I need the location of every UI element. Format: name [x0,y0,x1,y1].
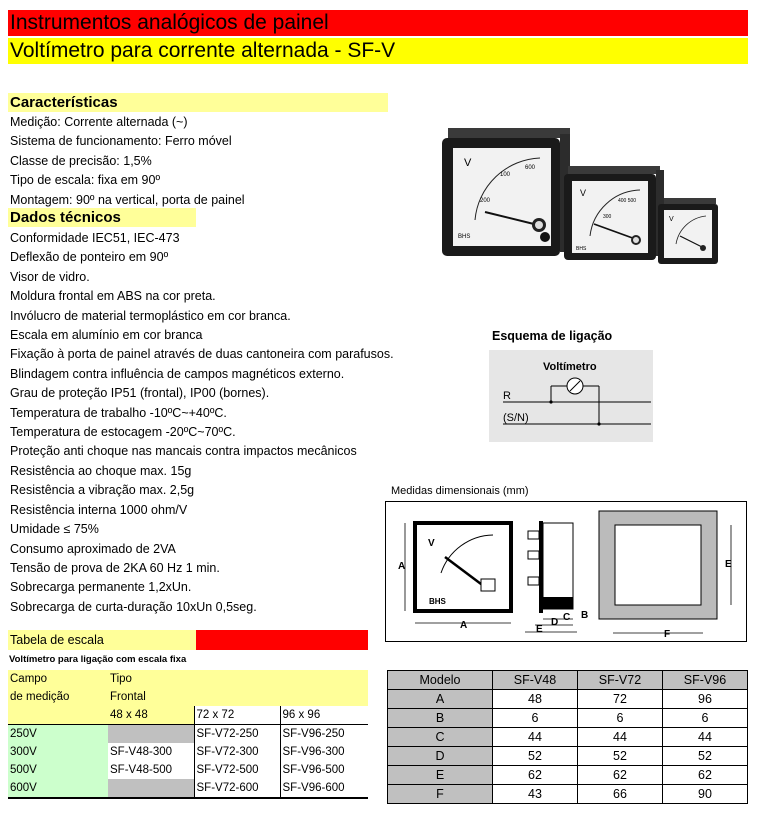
scale-table [8,670,368,799]
table-header-cell: 96 x 96 [280,706,368,725]
table-cell: F [388,785,493,804]
table-cell: 52 [578,747,663,766]
table-cell: 62 [578,766,663,785]
dim-label-a: A [460,620,468,631]
dim-label-b: B [581,610,589,621]
dimension-drawing [385,501,747,642]
dim-label-e: E [725,559,732,570]
voltmeter-label: Voltímetro [543,361,597,373]
table-cell: 90 [663,785,748,804]
table-cell: C [388,728,493,747]
dado-item: Conformidade IEC51, IEC-473 [10,231,180,245]
dado-item: Resistência interna 1000 ohm/V [10,502,188,517]
table-cell: SF-V96-600 [280,779,368,798]
table-row [8,761,368,779]
dados-list [10,229,394,617]
dado-item: Tensão de prova de 2KA 60 Hz 1 min. [10,560,220,575]
table-row [8,725,368,744]
table-row [388,785,748,804]
meter-medium [564,166,664,260]
table-header-cell: Campo [8,670,108,688]
table-cell: 6 [578,709,663,728]
dim-label-c: C [563,612,571,623]
wiring-diagram [489,350,653,442]
table-row [388,766,748,785]
table-cell: 96 [663,690,748,709]
dado-item: Moldura frontal em ABS na cor preta. [10,289,216,304]
table-cell: B [388,709,493,728]
table-row [388,747,748,766]
caracteristica-item: Tipo de escala: fixa em 90º [10,173,161,188]
table-cell: 250V [8,725,108,744]
photo-label: V [669,216,674,223]
dado-item: Deflexão de ponteiro em 90º [10,250,169,265]
table-cell: 44 [663,728,748,747]
table-cell [108,779,194,798]
caracteristicas-heading: Características [8,93,388,112]
table-header-cell: 72 x 72 [194,706,280,725]
table-cell: 52 [663,747,748,766]
table-header-cell: SF-V96 [663,671,748,690]
table-cell: SF-V48-300 [110,746,173,758]
table-cell: SF-V96-300 [280,743,368,761]
table-cell: 62 [493,766,578,785]
table-header-cell: Modelo [388,671,493,690]
table-cell: 600V [8,779,108,798]
table-cell: SF-V72-250 [194,725,280,744]
table-row [8,779,368,798]
table-cell: A [388,690,493,709]
dado-item: Invólucro de material termoplástico em cor branca. [10,308,291,323]
page-subtitle: Voltímetro para corrente alternada - SF-V [8,38,748,64]
table-cell [108,725,194,744]
table-cell: SF-V72-500 [194,761,280,779]
caracteristica-item: Sistema de funcionamento: Ferro móvel [10,134,232,149]
table-cell: 48 [493,690,578,709]
meter-small [658,198,718,264]
table-cell: SF-V72-600 [194,779,280,798]
page-title: Instrumentos analógicos de painel [8,10,748,36]
table-header-cell: SF-V72 [578,671,663,690]
dimensions-table [387,670,748,804]
line-r-label: R [503,390,511,402]
table-cell: 300V [8,743,108,761]
photo-label: 100 [500,172,511,178]
dados-heading: Dados técnicos [8,208,196,227]
photo-label: V [464,157,472,169]
table-cell: SF-V96-250 [280,725,368,744]
photo-label: V [580,188,587,198]
dado-item: Umidade ≤ 75% [10,522,99,537]
table-cell: SF-V48-500 [110,764,173,776]
photo-label: 200 [480,198,491,204]
table-cell: 500V [8,761,108,779]
table-row [388,728,748,747]
table-header-cell: Tipo [108,670,368,688]
table-row [8,743,368,761]
medidas-title: Medidas dimensionais (mm) [391,485,529,497]
tabela-heading-accent [196,630,368,650]
table-cell: SF-V96-500 [280,761,368,779]
photo-label: 400 500 [618,198,637,204]
tabela-heading: Tabela de escala [8,630,196,650]
dado-item: Temperatura de trabalho -10ºC~+40ºC. [10,405,227,420]
dim-label-e: E [536,624,543,635]
dim-label-f: F [664,629,671,640]
dado-item: Resistência ao choque max. 15g [10,463,192,478]
dado-item: Resistência a vibração max. 2,5g [10,483,195,498]
product-photo [440,124,720,268]
dado-item: Consumo aproximado de 2VA [10,541,176,556]
table-cell: 44 [578,728,663,747]
table-cell: 66 [578,785,663,804]
line-sn-label: (S/N) [503,412,529,424]
photo-label: 300 [603,214,612,220]
dim-label-d: D [551,617,559,628]
photo-label: BHS [576,246,587,252]
caracteristicas-list [10,113,245,210]
table-header-cell [8,706,108,725]
table-cell: 44 [493,728,578,747]
table-cell: 72 [578,690,663,709]
table-row [388,690,748,709]
dado-item: Escala em alumínio em cor branca [10,328,203,343]
photo-label: 600 [525,165,536,171]
meter-large [442,128,570,256]
dado-item: Sobrecarga permanente 1,2xUn. [10,580,192,595]
table-header-cell: 48 x 48 [108,706,194,725]
table-header-row [388,671,748,690]
face-label: V [428,538,435,549]
table-header-cell: Frontal [108,688,368,706]
table-cell: D [388,747,493,766]
table-cell: 43 [493,785,578,804]
table-cell: SF-V72-300 [194,743,280,761]
table-cell: 6 [663,709,748,728]
table-header-cell: SF-V48 [493,671,578,690]
dim-label-a: A [398,561,406,572]
dado-item: Temperatura de estocagem -20ºC~70ºC. [10,425,236,440]
caracteristica-item: Montagem: 90º na vertical, porta de painel [10,192,245,207]
dado-item: Grau de proteção IP51 (frontal), IP00 (bornes). [10,386,270,401]
dado-item: Proteção anti choque nas mancais contra impactos mecânicos [10,444,357,459]
table-row [388,709,748,728]
dado-item: Blindagem contra influência de campos magnéticos externo. [10,366,345,381]
caracteristica-item: Classe de precisão: 1,5% [10,153,152,168]
table-cell: 52 [493,747,578,766]
table-header-cell: de medição [8,688,108,706]
dado-item: Fixação à porta de painel através de duas cantoneira com parafusos. [10,347,394,362]
table-cell: 6 [493,709,578,728]
dado-item: Visor de vidro. [10,269,90,284]
brand-label: BHS [429,597,446,606]
photo-label: BHS [458,234,471,240]
caracteristica-item: Medição: Corrente alternada (~) [10,115,188,129]
dado-item: Sobrecarga de curta-duração 10xUn 0,5seg. [10,599,257,614]
table-cell: 62 [663,766,748,785]
tabela-subtitle: Voltímetro para ligação com escala fixa [9,654,187,665]
table-cell: E [388,766,493,785]
esquema-title: Esquema de ligação [492,329,613,343]
